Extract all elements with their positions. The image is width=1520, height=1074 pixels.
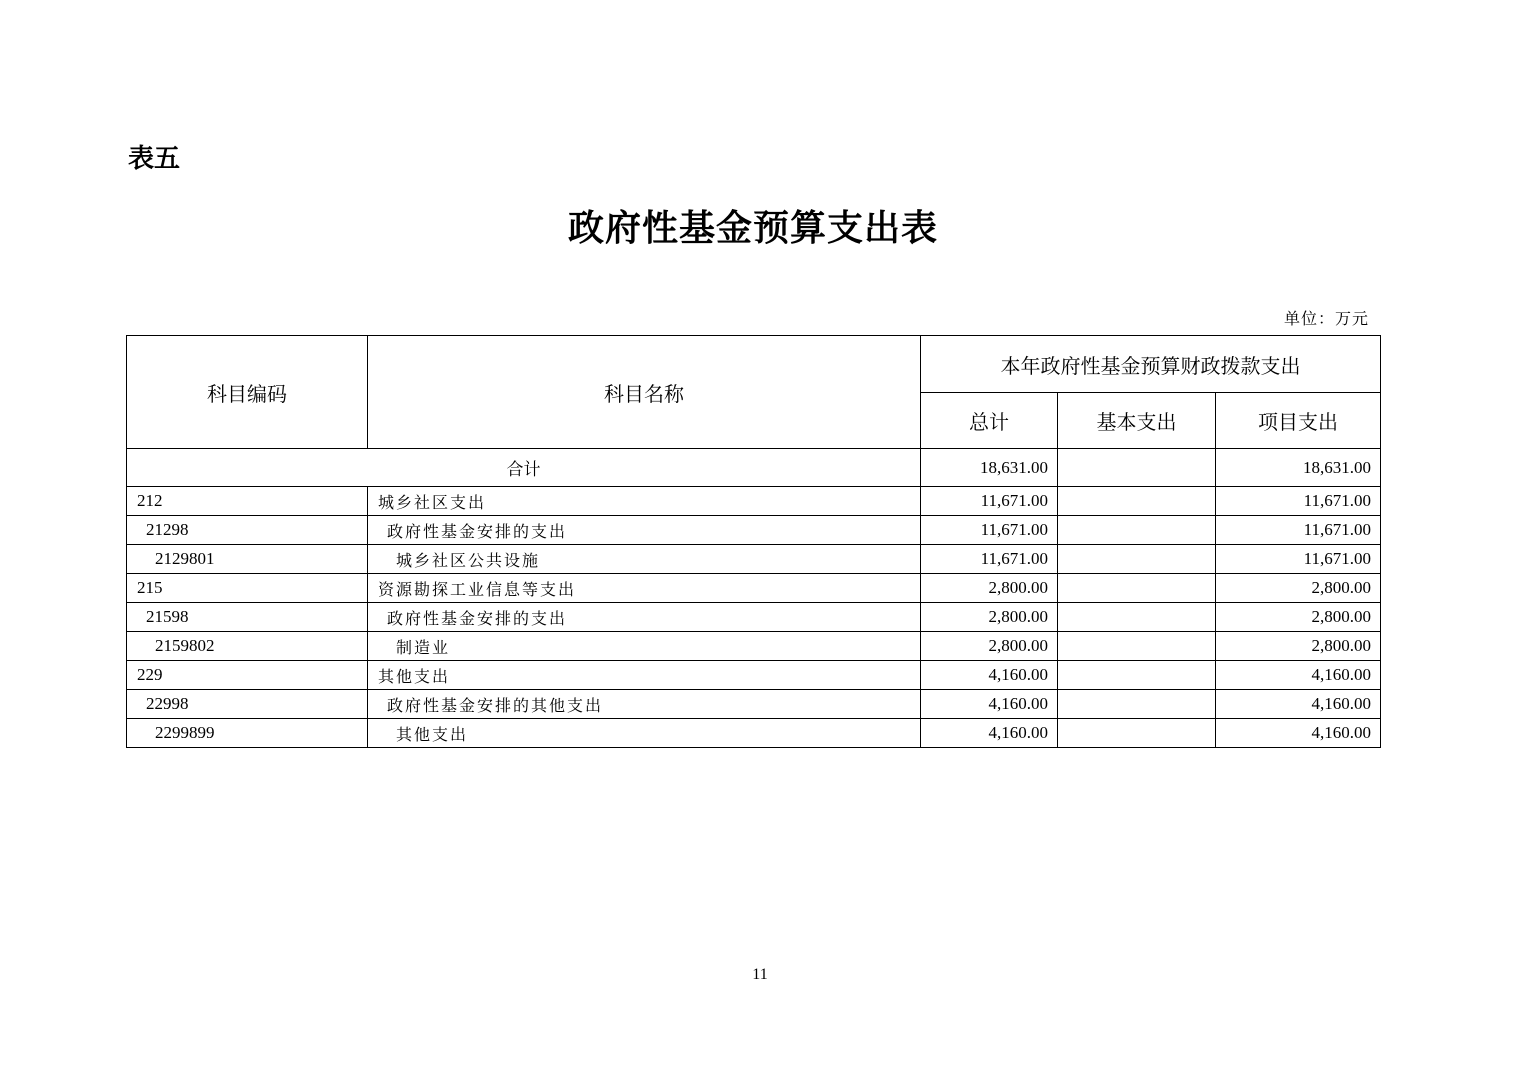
table-row bbox=[127, 545, 1381, 574]
account-name-cell: 制造业 bbox=[368, 632, 921, 661]
account-code-cell: 229 bbox=[127, 661, 368, 690]
total-cell: 11,671.00 bbox=[921, 545, 1058, 574]
project-cell: 11,671.00 bbox=[1216, 516, 1381, 545]
column-header-name: 科目名称 bbox=[368, 336, 921, 449]
project-cell: 2,800.00 bbox=[1216, 603, 1381, 632]
column-header-total: 总计 bbox=[921, 393, 1058, 449]
unit-label: 单位：万元 bbox=[1283, 309, 1369, 328]
table-label: 表五 bbox=[128, 144, 181, 174]
basic-cell bbox=[1058, 516, 1216, 545]
account-name-cell: 政府性基金安排的支出 bbox=[368, 603, 921, 632]
account-code-cell: 2299899 bbox=[127, 719, 368, 748]
account-name-cell: 城乡社区公共设施 bbox=[368, 545, 921, 574]
account-code-cell: 22998 bbox=[127, 690, 368, 719]
project-cell: 4,160.00 bbox=[1216, 719, 1381, 748]
total-cell: 11,671.00 bbox=[921, 487, 1058, 516]
account-code-cell: 2159802 bbox=[127, 632, 368, 661]
total-basic bbox=[1058, 449, 1216, 487]
table-row bbox=[127, 661, 1381, 690]
total-cell: 11,671.00 bbox=[921, 516, 1058, 545]
account-name-cell: 其他支出 bbox=[368, 661, 921, 690]
total-cell: 4,160.00 bbox=[921, 719, 1058, 748]
column-header-group: 本年政府性基金预算财政拨款支出 bbox=[921, 336, 1381, 393]
account-code-cell: 212 bbox=[127, 487, 368, 516]
project-cell: 4,160.00 bbox=[1216, 690, 1381, 719]
total-cell: 4,160.00 bbox=[921, 690, 1058, 719]
account-name-cell: 其他支出 bbox=[368, 719, 921, 748]
basic-cell bbox=[1058, 603, 1216, 632]
account-code-cell: 21598 bbox=[127, 603, 368, 632]
table-row bbox=[127, 516, 1381, 545]
table-row bbox=[127, 690, 1381, 719]
total-label: 合计 bbox=[127, 449, 921, 487]
account-name-cell: 政府性基金安排的支出 bbox=[368, 516, 921, 545]
total-cell: 2,800.00 bbox=[921, 632, 1058, 661]
table-row bbox=[127, 632, 1381, 661]
basic-cell bbox=[1058, 690, 1216, 719]
project-cell: 4,160.00 bbox=[1216, 661, 1381, 690]
table-row bbox=[127, 719, 1381, 748]
project-cell: 11,671.00 bbox=[1216, 487, 1381, 516]
total-amount: 18,631.00 bbox=[921, 449, 1058, 487]
page-title: 政府性基金预算支出表 bbox=[567, 207, 938, 249]
header-row bbox=[127, 336, 1381, 393]
column-header-code: 科目编码 bbox=[127, 336, 368, 449]
total-project: 18,631.00 bbox=[1216, 449, 1381, 487]
table-row bbox=[127, 603, 1381, 632]
account-name-cell: 资源勘探工业信息等支出 bbox=[368, 574, 921, 603]
column-header-project: 项目支出 bbox=[1216, 393, 1381, 449]
project-cell: 2,800.00 bbox=[1216, 632, 1381, 661]
account-code-cell: 21298 bbox=[127, 516, 368, 545]
table-row bbox=[127, 487, 1381, 516]
project-cell: 2,800.00 bbox=[1216, 574, 1381, 603]
basic-cell bbox=[1058, 632, 1216, 661]
table-row bbox=[127, 574, 1381, 603]
total-cell: 2,800.00 bbox=[921, 603, 1058, 632]
account-code-cell: 215 bbox=[127, 574, 368, 603]
project-cell: 11,671.00 bbox=[1216, 545, 1381, 574]
account-code-cell: 2129801 bbox=[127, 545, 368, 574]
column-header-basic: 基本支出 bbox=[1058, 393, 1216, 449]
basic-cell bbox=[1058, 545, 1216, 574]
account-name-cell: 城乡社区支出 bbox=[368, 487, 921, 516]
budget-table bbox=[126, 335, 1381, 748]
basic-cell bbox=[1058, 719, 1216, 748]
account-name-cell: 政府性基金安排的其他支出 bbox=[368, 690, 921, 719]
total-cell: 4,160.00 bbox=[921, 661, 1058, 690]
total-row bbox=[127, 449, 1381, 487]
basic-cell bbox=[1058, 487, 1216, 516]
basic-cell bbox=[1058, 574, 1216, 603]
page-number: 11 bbox=[752, 966, 768, 983]
basic-cell bbox=[1058, 661, 1216, 690]
total-cell: 2,800.00 bbox=[921, 574, 1058, 603]
